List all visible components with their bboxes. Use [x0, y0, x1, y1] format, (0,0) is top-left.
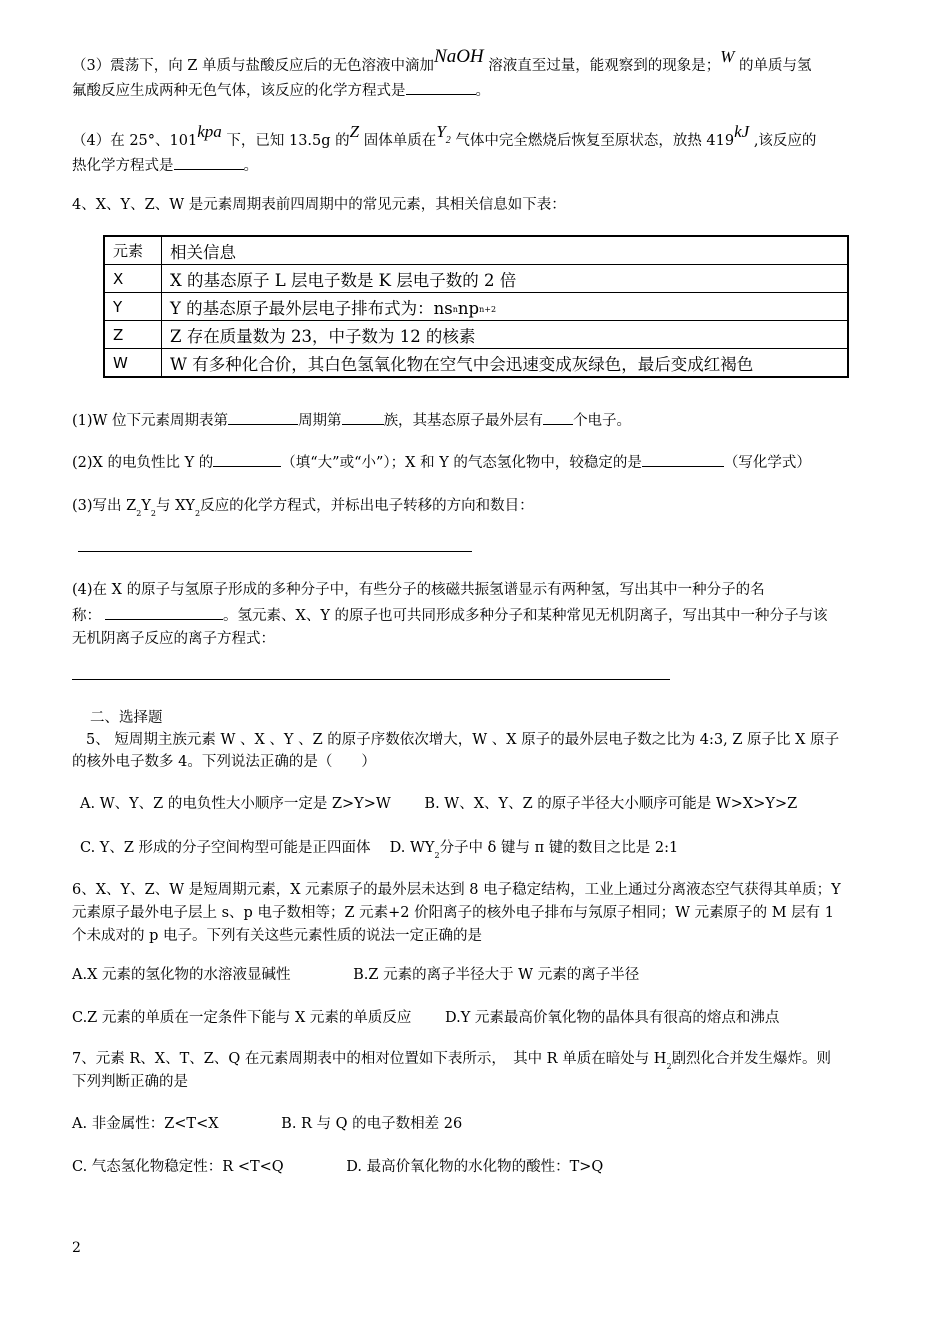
- q7-text-pre: 7、元素 R、X、T、Z、Q 在元素周期表中的相对位置如下表所示， 其中 R 单质在暗处与 H: [72, 1051, 667, 1067]
- z-symbol: Z: [349, 122, 360, 141]
- table-row: [104, 349, 848, 378]
- subscript: 2: [434, 851, 440, 860]
- q5-options-ab: A. W、Y、Z 的电负性大小顺序一定是 Z>Y>W B. W、X、Y、Z 的原子半径大小顺序可能是 W>X>Y>Z: [80, 796, 798, 812]
- answer-blank[interactable]: [543, 410, 573, 425]
- answer-blank[interactable]: [213, 452, 281, 467]
- q4-line2: [72, 155, 258, 175]
- table-cell-info: X 的基态原子 L 层电子数是 K 层电子数的 2 倍: [162, 265, 849, 293]
- q3-text-post: 的单质与氢: [734, 58, 812, 74]
- q3-end: 。: [475, 83, 490, 99]
- q6-options-cd: C.Z 元素的单质在一定条件下能与 X 元素的单质反应 D.Y 元素最高价氧化物的晶体具有很高的熔点和沸点: [72, 1010, 780, 1026]
- table-header-element: 元素: [104, 236, 162, 265]
- sub-q1-text-c: 族，其基态原子最外层有: [383, 413, 544, 429]
- sub-q4-text-a: 称：: [72, 608, 101, 624]
- w-symbol: W: [720, 47, 735, 66]
- table-header-row: [104, 236, 848, 265]
- kj-unit: kJ: [734, 122, 750, 141]
- table-cell-element: Z: [104, 321, 162, 349]
- sub-q2-text-a: (2)X 的电负性比 Y 的: [72, 455, 214, 471]
- q7-text-post: 剧烈化合并发生爆炸。则: [671, 1051, 832, 1067]
- kpa-unit: kpa: [197, 122, 222, 141]
- table-cell-element: Y: [104, 293, 162, 321]
- question4-intro: 4、X、Y、Z、W 是元素周期表前四周期中的常见元素，其相关信息如下表：: [72, 197, 566, 213]
- answer-line[interactable]: [78, 551, 472, 552]
- table-row: [104, 293, 848, 321]
- y-config-np: np: [457, 298, 480, 318]
- sub-q3: [72, 497, 534, 517]
- y-config-s-index: n: [452, 304, 458, 314]
- sub-q3-text-c: 与 XY: [156, 498, 196, 514]
- page-number: 2: [72, 1240, 81, 1256]
- q4-text-mid3: 气体中完全燃烧后恢复至原状态，放热 419: [450, 133, 735, 149]
- q4-text-pre: （4）在 25°、101: [72, 133, 198, 149]
- q4-end: 。: [243, 158, 258, 174]
- sub-q1-text-a: (1)W 位下元素周期表第: [72, 413, 229, 429]
- sub-q3-text-b: Y: [141, 498, 151, 514]
- q5-options-cd: [80, 839, 678, 859]
- answer-line[interactable]: [72, 679, 670, 680]
- subscript: 2: [666, 1062, 672, 1071]
- sub-q1-text-b: 周期第: [298, 413, 342, 429]
- sub-q4-line3: 无机阴离子反应的离子方程式：: [72, 631, 275, 647]
- y2-subscript: 2: [445, 135, 451, 146]
- q6-line2: 元素原子最外电子层上 s、p 电子数相等；Z 元素+2 价阳离子的核外电子排布与氖原子相同；W 元素原子的 M 层有 1: [72, 905, 835, 921]
- subscript: 2: [150, 509, 156, 518]
- table-cell-element: X: [104, 265, 162, 293]
- sub-q4-line2: [72, 605, 828, 625]
- table-cell-info: Z 存在质量数为 23，中子数为 12 的核素: [162, 321, 849, 349]
- y-config-p-index: n+2: [479, 304, 497, 314]
- subscript: 2: [195, 509, 201, 518]
- q7-options-ab: A. 非金属性：Z<T<X B. R 与 Q 的电子数相差 26: [72, 1116, 463, 1132]
- answer-blank[interactable]: [642, 452, 724, 467]
- answer-blank[interactable]: [406, 80, 476, 95]
- q4-line1: [72, 122, 817, 152]
- table-header-info: 相关信息: [162, 236, 849, 265]
- q4-text-mid2: 固体单质在: [359, 133, 437, 149]
- sub-q4-line1: (4)在 X 的原子与氢原子形成的多种分子中，有些分子的核磁共振氢谱显示有两种氢，写出其中一种分子的名: [72, 582, 765, 598]
- q5-line2: 的核外电子数多 4。下列说法正确的是（ ）: [72, 754, 376, 770]
- answer-blank[interactable]: [174, 155, 244, 170]
- q6-line3: 个未成对的 p 电子。下列有关这些元素性质的说法一定正确的是: [72, 928, 482, 944]
- sub-q2-text-b: （填“大”或“小”）；X 和 Y 的气态氢化物中，较稳定的是: [281, 455, 642, 471]
- table-cell-info: W 有多种化合价，其白色氢氧化物在空气中会迅速变成灰绿色，最后变成红褐色: [162, 349, 849, 378]
- sub-q2: [72, 452, 811, 472]
- sub-q2-text-c: （写化学式）: [723, 455, 811, 471]
- answer-blank[interactable]: [342, 410, 384, 425]
- q4-text-line2: 热化学方程式是: [72, 158, 174, 174]
- q3-line2: [72, 80, 490, 100]
- sub-q4-text-b: 。氢元素、X、Y 的原子也可共同形成多种分子和某种常见无机阴离子，写出其中一种分子与该: [223, 608, 828, 624]
- table-cell-element: W: [104, 349, 162, 378]
- sub-q3-text-d: 反应的化学方程式，并标出电子转移的方向和数目：: [200, 498, 534, 514]
- element-info-table: [103, 235, 849, 378]
- answer-blank[interactable]: [105, 605, 223, 620]
- q7-line1: [72, 1050, 831, 1070]
- q7-line2: 下列判断正确的是: [72, 1074, 188, 1090]
- q3-text-pre: （3）震荡下，向 Z 单质与盐酸反应后的无色溶液中滴加: [72, 58, 435, 74]
- q4-text-post: ,该反应的: [749, 133, 817, 149]
- table-cell-info: [162, 293, 849, 321]
- q3-text-line2: 氟酸反应生成两种无色气体，该反应的化学方程式是: [72, 83, 406, 99]
- naoh-formula: NaOH: [434, 46, 484, 67]
- answer-blank[interactable]: [228, 410, 298, 425]
- q6-options-ab: A.X 元素的氢化物的水溶液显碱性 B.Z 元素的离子半径大于 W 元素的离子半径: [72, 967, 640, 983]
- q3-text-mid: 溶液直至过量，能观察到的现象是；: [483, 58, 721, 74]
- table-row: [104, 265, 848, 293]
- q3-line1: [72, 46, 812, 75]
- q6-line1: 6、X、Y、Z、W 是短周期元素，X 元素原子的最外层未达到 8 电子稳定结构，工业上通过分离液态空气获得其单质；Y: [72, 882, 841, 898]
- q7-options-cd: C. 气态氢化物稳定性：R <T<Q D. 最高价氧化物的水化物的酸性：T>Q: [72, 1159, 604, 1175]
- subscript: 2: [136, 509, 142, 518]
- q5-line1: 5、 短周期主族元素 W 、X 、Y 、Z 的原子序数依次增大，W 、X 原子的最外层电子数之比为 4:3, Z 原子比 X 原子: [86, 732, 840, 748]
- y2-symbol: [436, 122, 451, 146]
- y-config-text: Y 的基态原子最外层电子排布式为：ns: [170, 298, 453, 318]
- q5-option-d: 分子中 δ 键与 π 键的数目之比是 2:1: [439, 840, 679, 856]
- q4-text-mid1: 下，已知 13.5g 的: [221, 133, 350, 149]
- sub-q1: [72, 410, 631, 430]
- table-row: [104, 321, 848, 349]
- q5-option-c: C. Y、Z 形成的分子空间构型可能是正四面体 D. WY: [80, 840, 435, 856]
- sub-q3-text-a: (3)写出 Z: [72, 498, 137, 514]
- sub-q1-text-d: 个电子。: [573, 413, 632, 429]
- y-letter: Y: [436, 122, 446, 141]
- section-heading: 二、选择题: [90, 710, 163, 726]
